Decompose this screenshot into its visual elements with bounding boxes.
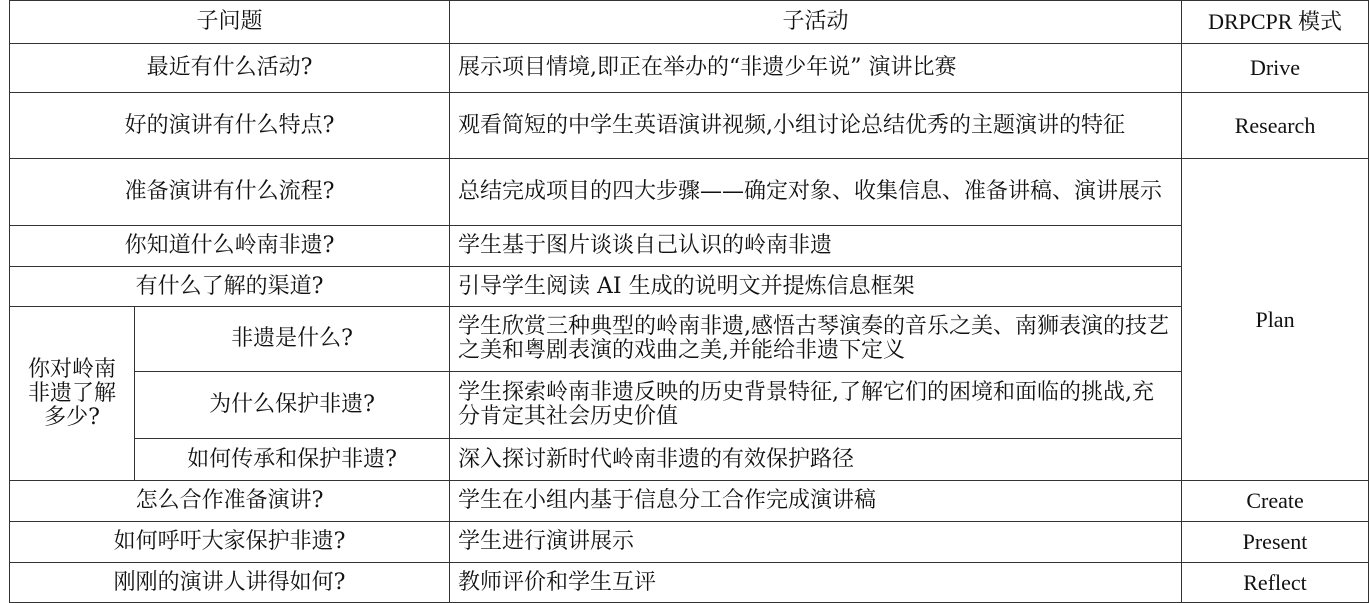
mode-cell: Research <box>1182 93 1369 159</box>
mode-cell: Drive <box>1182 44 1369 93</box>
table-row <box>10 439 1369 481</box>
activity-cell: 学生进行演讲展示 <box>450 522 1182 563</box>
question-cell: 最近有什么活动? <box>10 44 450 93</box>
table-row <box>10 159 1369 226</box>
activity-cell: 学生在小组内基于信息分工合作完成演讲稿 <box>450 481 1182 522</box>
activity-cell: 引导学生阅读 AI 生成的说明文并提炼信息框架 <box>450 267 1182 307</box>
table-row <box>10 372 1369 439</box>
table-row <box>10 44 1369 93</box>
activity-cell: 深入探讨新时代岭南非遗的有效保护路径 <box>450 439 1182 481</box>
question-cell: 好的演讲有什么特点? <box>10 93 450 159</box>
group-question-cell: 你对岭南非遗了解多少? <box>10 307 135 481</box>
table-row <box>10 226 1369 267</box>
activity-cell: 学生探索岭南非遗反映的历史背景特征,了解它们的困境和面临的挑战,充分肯定其社会历史价值 <box>450 372 1182 439</box>
mode-cell: Reflect <box>1182 563 1369 603</box>
question-cell: 有什么了解的渠道? <box>10 267 450 307</box>
question-cell: 你知道什么岭南非遗? <box>10 226 450 267</box>
header-mode: DRPCPR 模式 <box>1182 1 1369 44</box>
question-cell: 准备演讲有什么流程? <box>10 159 450 226</box>
table-header-row <box>10 1 1369 44</box>
question-cell: 如何传承和保护非遗? <box>135 439 450 481</box>
question-cell: 非遗是什么? <box>135 307 450 372</box>
activity-table <box>9 0 1369 603</box>
mode-cell: Present <box>1182 522 1369 563</box>
activity-cell: 展示项目情境,即正在举办的“非遗少年说” 演讲比赛 <box>450 44 1182 93</box>
mode-cell: Plan <box>1182 159 1369 481</box>
question-cell: 刚刚的演讲人讲得如何? <box>10 563 450 603</box>
table-row <box>10 522 1369 563</box>
activity-cell: 学生欣赏三种典型的岭南非遗,感悟古琴演奏的音乐之美、南狮表演的技艺之美和粤剧表演的戏曲之美,并能给非遗下定义 <box>450 307 1182 372</box>
activity-cell: 学生基于图片谈谈自己认识的岭南非遗 <box>450 226 1182 267</box>
table-row <box>10 563 1369 603</box>
table-row <box>10 93 1369 159</box>
question-cell: 怎么合作准备演讲? <box>10 481 450 522</box>
activity-cell: 观看简短的中学生英语演讲视频,小组讨论总结优秀的主题演讲的特征 <box>450 93 1182 159</box>
table-row <box>10 267 1369 307</box>
header-activity: 子活动 <box>450 1 1182 44</box>
question-cell: 为什么保护非遗? <box>135 372 450 439</box>
table-row <box>10 307 1369 372</box>
header-question: 子问题 <box>10 1 450 44</box>
activity-cell: 总结完成项目的四大步骤——确定对象、收集信息、准备讲稿、演讲展示 <box>450 159 1182 226</box>
question-cell: 如何呼吁大家保护非遗? <box>10 522 450 563</box>
mode-cell: Create <box>1182 481 1369 522</box>
table-row <box>10 481 1369 522</box>
activity-cell: 教师评价和学生互评 <box>450 563 1182 603</box>
